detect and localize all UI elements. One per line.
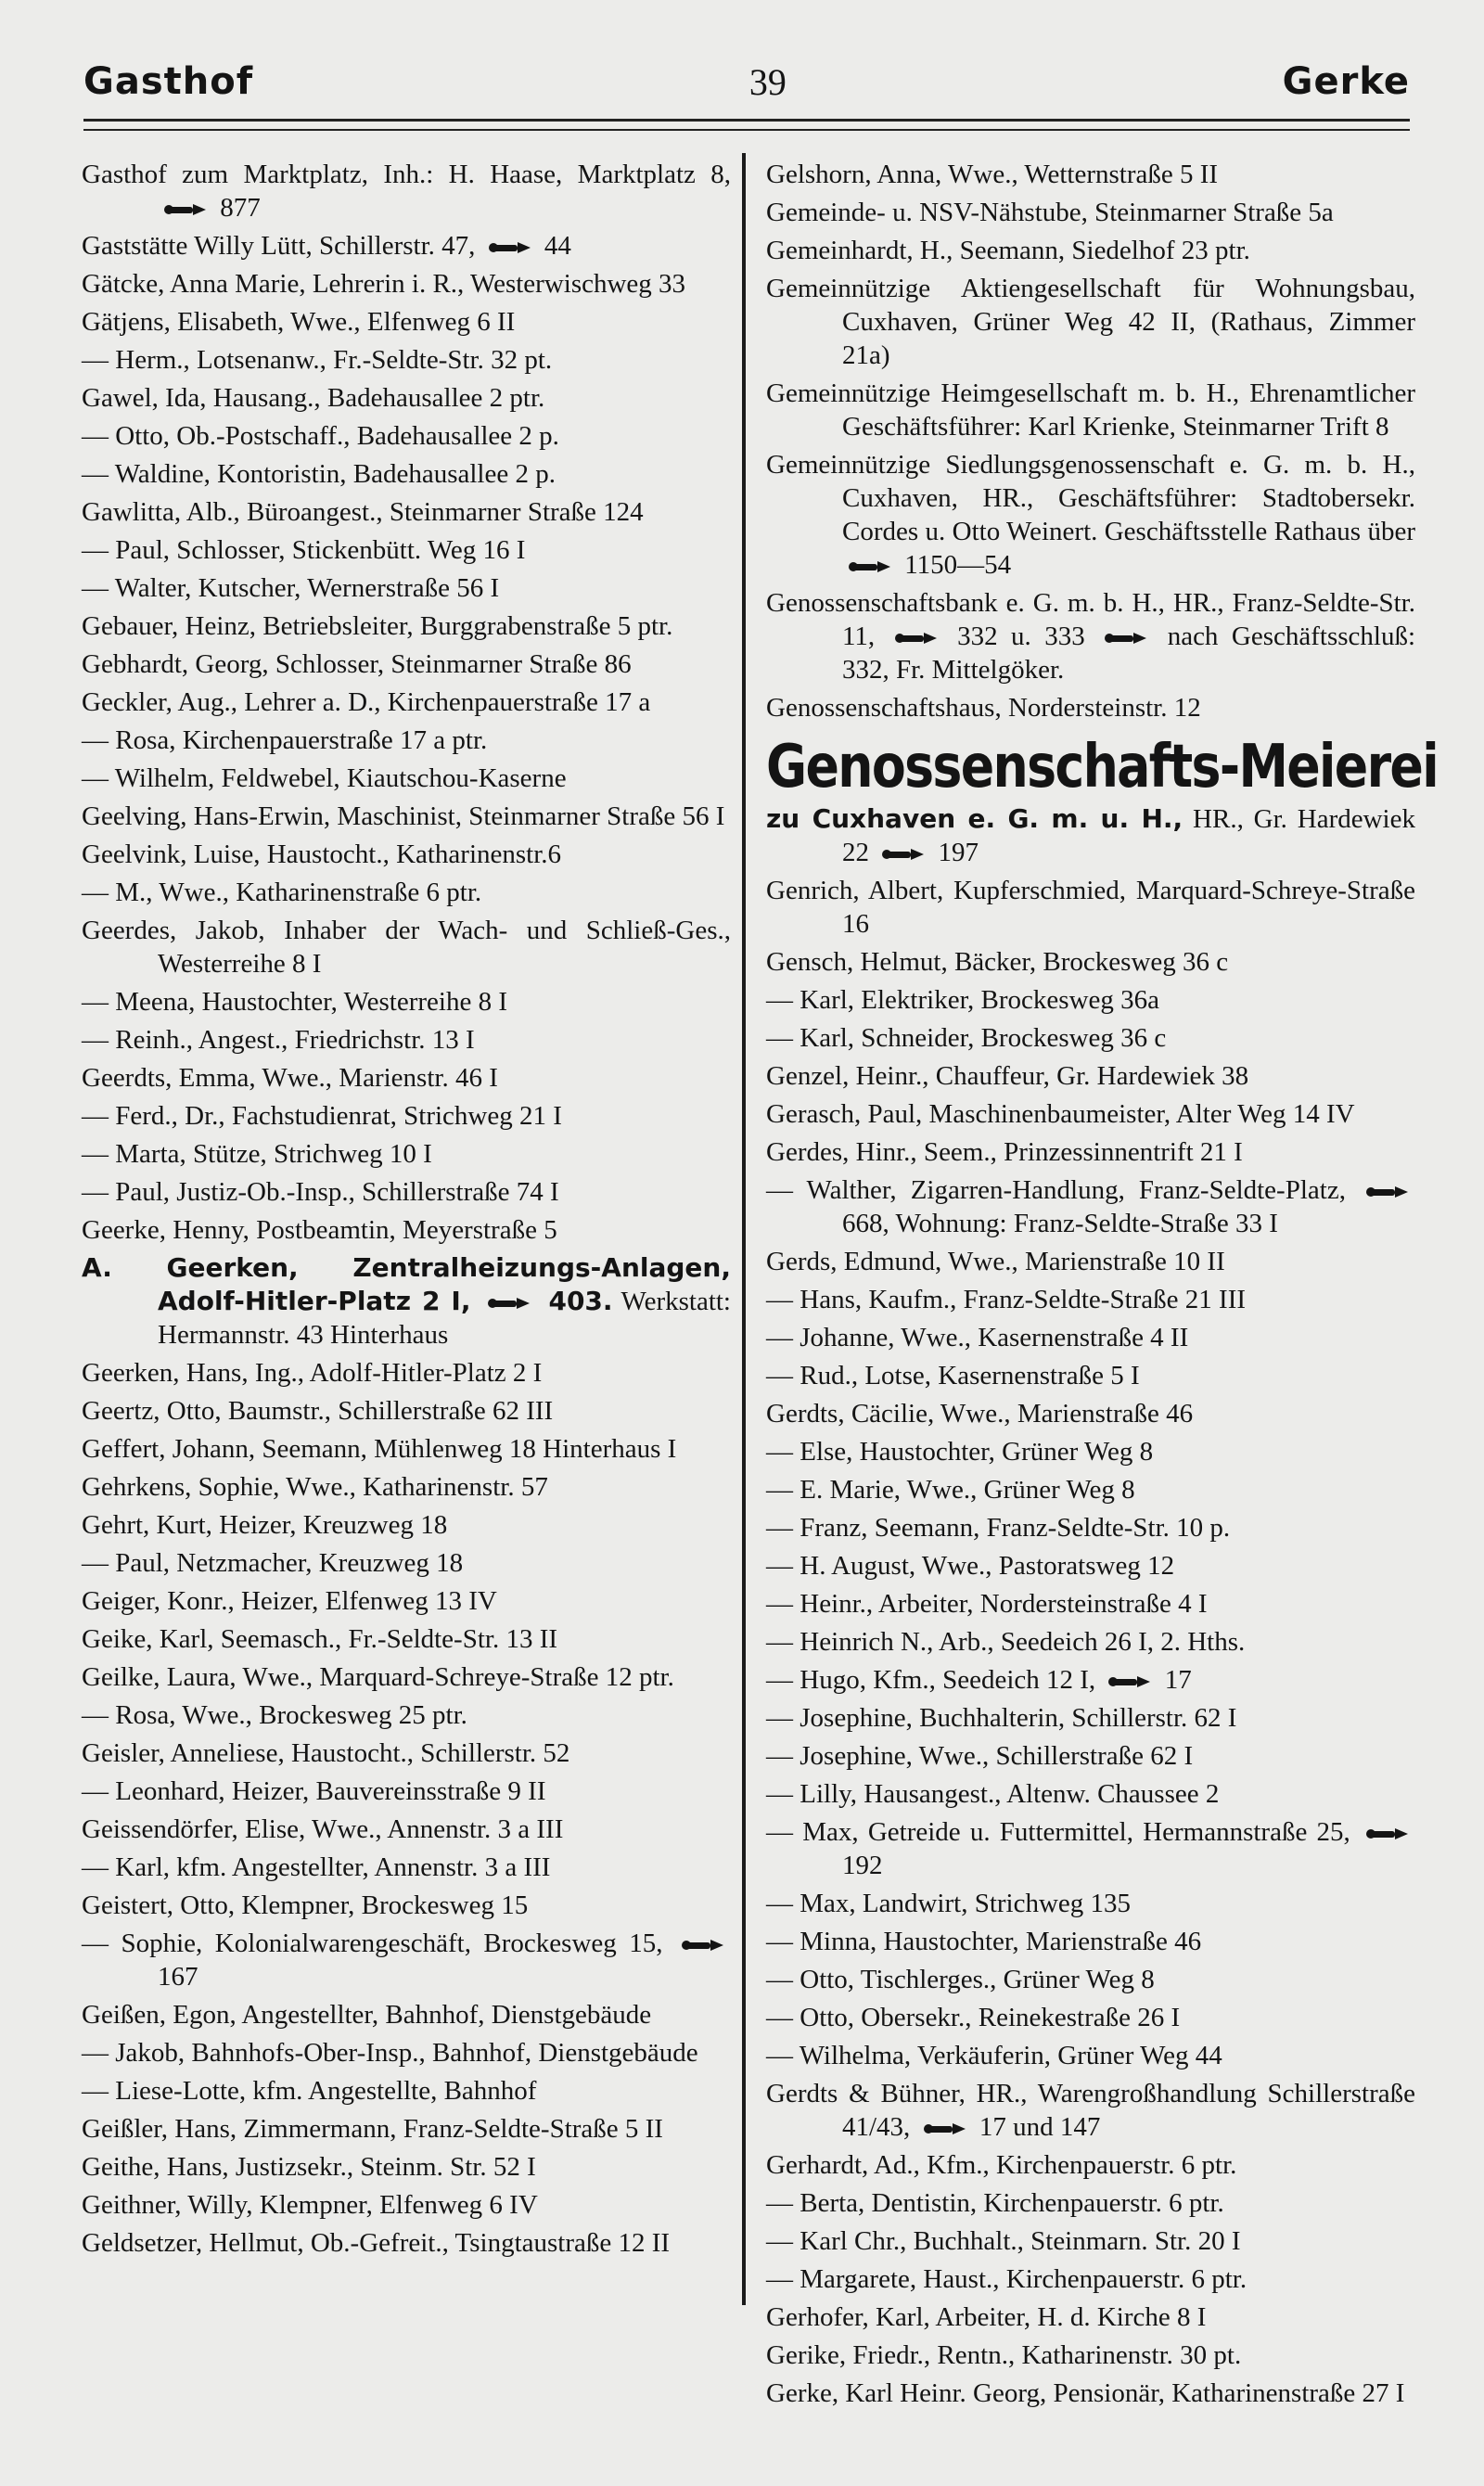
entry-text: Geilke, Laura, Wwe., Marquard-Schreye-Straße 12 ptr. [82, 1662, 674, 1692]
directory-entry [766, 1283, 1415, 1316]
entry-text: Geistert, Otto, Klempner, Brockesweg 15 [82, 1890, 529, 1920]
directory-entry [766, 1963, 1415, 1996]
entry-text: — Otto, Ob.-Postschaff., Badehausallee 2 p. [82, 421, 559, 451]
entry-text: — E. Marie, Wwe., Grüner Weg 8 [766, 1475, 1135, 1505]
telephone-handset-icon [848, 557, 892, 577]
entry-text: — Meena, Haustochter, Westerreihe 8 I [82, 987, 507, 1017]
directory-entry [82, 1736, 731, 1770]
entry-text: Geithe, Hans, Justizsekr., Steinm. Str. 52 I [82, 2152, 536, 2182]
directory-entry [766, 1021, 1415, 1055]
directory-entry [82, 1622, 731, 1656]
directory-entry [766, 2077, 1415, 2144]
directory-entry [82, 876, 731, 909]
header-right-word: Gerke [1282, 60, 1410, 103]
entry-text: — Max, Landwirt, Strichweg 135 [766, 1889, 1132, 1918]
directory-entry [766, 2339, 1415, 2372]
directory-entry [82, 1775, 731, 1808]
directory-entry [82, 457, 731, 491]
entry-text: — Franz, Seemann, Franz-Seldte-Str. 10 p. [766, 1513, 1231, 1543]
entry-text: — Rosa, Kirchenpauerstraße 17 a ptr. [82, 725, 488, 755]
directory-entry [82, 800, 731, 833]
directory-entry [766, 1135, 1415, 1169]
entry-text: — Josephine, Buchhalterin, Schillerstr. 62 I [766, 1703, 1237, 1733]
entry-text: — Karl, kfm. Angestellter, Annenstr. 3 a III [82, 1852, 551, 1882]
telephone-handset-icon [1365, 1824, 1410, 1844]
entry-text: Gebhardt, Georg, Schlosser, Steinmarner Straße 86 [82, 649, 632, 679]
telephone-handset-icon [487, 1293, 531, 1313]
entry-text: Gemeinhardt, H., Seemann, Siedelhof 23 ptr. [766, 236, 1250, 265]
meierei-sub-text: HR., Gr. Hardewiek 22 [842, 804, 1415, 867]
directory-entry [82, 2150, 731, 2184]
directory-entry [766, 2300, 1415, 2334]
entry-text: Genossenschaftshaus, Nordersteinstr. 12 [766, 693, 1201, 723]
entry-text: — Heinr., Arbeiter, Nordersteinstraße 4 I [766, 1589, 1208, 1619]
directory-entry [766, 691, 1415, 724]
directory-entry [766, 1663, 1415, 1697]
entry-text: — Max, Getreide u. Futtermittel, Hermannstraße 25, [766, 1817, 1360, 1847]
entry-text: Geerken, Hans, Ing., Adolf-Hitler-Platz 2 I [82, 1358, 543, 1388]
directory-entry [82, 1889, 731, 1922]
entry-text: — Karl Chr., Buchhalt., Steinmarn. Str. 20 I [766, 2226, 1241, 2256]
entry-text: — Walter, Kutscher, Wernerstraße 56 I [82, 573, 500, 603]
directory-entry [766, 1173, 1415, 1240]
telephone-handset-icon [1107, 1672, 1152, 1692]
directory-entry [766, 1925, 1415, 1958]
directory-entry [766, 1473, 1415, 1506]
entry-text: — Walther, Zigarren-Handlung, Franz-Seldte-Platz, [766, 1175, 1360, 1205]
entry-text: — Berta, Dentistin, Kirchenpauerstr. 6 ptr. [766, 2188, 1224, 2218]
entry-text: Geerke, Henny, Postbeamtin, Meyerstraße 5 [82, 1215, 557, 1245]
directory-entry [82, 1356, 731, 1390]
entry-text: 1150—54 [898, 550, 1012, 580]
entry-text: Geiger, Konr., Heizer, Elfenweg 13 IV [82, 1586, 497, 1616]
entry-bold-text: A. Geerken, Zentralheizungs-Anlagen, Adolf-Hitler-Platz 2 I, [82, 1252, 731, 1316]
entry-text: — Otto, Tischlerges., Grüner Weg 8 [766, 1965, 1155, 1994]
directory-entry [82, 1137, 731, 1171]
directory-entry [766, 1321, 1415, 1354]
entry-text: — Margarete, Haust., Kirchenpauerstr. 6 ptr. [766, 2264, 1247, 2294]
entry-text: Gehrkens, Sophie, Wwe., Katharinenstr. 57 [82, 1472, 548, 1502]
directory-entry [766, 1815, 1415, 1882]
directory-entry [82, 1698, 731, 1732]
directory-entry [82, 686, 731, 719]
entry-text: Gemeinnützige Siedlungsgenossenschaft e. G. m. b. H., Cuxhaven, HR., Geschäftsführer: Stadtobersekr. Cordes u. Otto Weinert. Geschäftsstelle Rathaus über [766, 450, 1415, 546]
telephone-handset-icon [923, 2119, 967, 2139]
directory-entry [82, 1660, 731, 1694]
entry-text: Geldsetzer, Hellmut, Ob.-Gefreit., Tsingtaustraße 12 II [82, 2228, 671, 2258]
directory-entry [766, 2377, 1415, 2410]
directory-entry [82, 2074, 731, 2108]
entry-text: nach Geschäftsschluß: 332, Fr. Mittelgöker. [842, 622, 1416, 685]
entry-text: — Heinrich N., Arb., Seedeich 26 I, 2. Hths. [766, 1627, 1246, 1657]
entry-text: Gensch, Helmut, Bäcker, Brockesweg 36 c [766, 947, 1229, 977]
entry-text: — Waldine, Kontoristin, Badehausallee 2 p. [82, 459, 556, 489]
entry-text: Gerds, Edmund, Wwe., Marienstraße 10 II [766, 1247, 1225, 1276]
directory-entry [766, 1777, 1415, 1811]
entry-text: Gerdts, Cäcilie, Wwe., Marienstraße 46 [766, 1399, 1194, 1429]
entry-text: — Johanne, Wwe., Kasernenstraße 4 II [766, 1323, 1189, 1352]
directory-entry [82, 419, 731, 453]
entry-text: — Josephine, Wwe., Schillerstraße 62 I [766, 1741, 1194, 1771]
telephone-handset-icon [894, 628, 939, 648]
entry-text: Geike, Karl, Seemasch., Fr.-Seldte-Str. 13 II [82, 1624, 558, 1654]
entry-text: — Rud., Lotse, Kasernenstraße 5 I [766, 1361, 1140, 1390]
meierei-sub-bold: zu Cuxhaven e. G. m. u. H., [766, 803, 1183, 834]
directory-entry [82, 1546, 731, 1580]
directory-entry [82, 914, 731, 980]
entry-text: Gerike, Friedr., Rentn., Katharinenstr. 30 pt. [766, 2340, 1242, 2370]
directory-entry [82, 495, 731, 529]
directory-entry [82, 1584, 731, 1618]
directory-entry [766, 983, 1415, 1017]
directory-entry [82, 1023, 731, 1057]
directory-entry [766, 1739, 1415, 1773]
entry-text: — Reinh., Angest., Friedrichstr. 13 I [82, 1025, 475, 1055]
entry-text: Gawel, Ida, Hausang., Badehausallee 2 ptr. [82, 383, 545, 413]
directory-entry [766, 158, 1415, 191]
directory-entry [766, 1587, 1415, 1621]
directory-entry [766, 1701, 1415, 1735]
telephone-handset-icon [881, 844, 926, 865]
entry-text: Gerdes, Hinr., Seem., Prinzessinnentrift 21 I [766, 1137, 1243, 1167]
entry-text: Gätjens, Elisabeth, Wwe., Elfenweg 6 II [82, 307, 516, 337]
entry-text: — Minna, Haustochter, Marienstraße 46 [766, 1927, 1202, 1956]
entry-text: Gerdts & Bühner, HR., Warengroßhandlung Schillerstraße 41/43, [766, 2079, 1415, 2142]
entry-text: — Paul, Justiz-Ob.-Insp., Schillerstraße 74 I [82, 1177, 559, 1207]
entry-text: — Wilhelm, Feldwebel, Kiautschou-Kaserne [82, 763, 567, 793]
entry-text: Genrich, Albert, Kupferschmied, Marquard-Schreye-Straße 16 [766, 876, 1415, 939]
telephone-handset-icon [488, 237, 532, 258]
entry-text: Gehrt, Kurt, Heizer, Kreuzweg 18 [82, 1510, 448, 1540]
directory-entry [82, 1927, 731, 1993]
directory-entry [82, 1394, 731, 1428]
telephone-handset-icon [1104, 628, 1148, 648]
entry-text: — Marta, Stütze, Strichweg 10 I [82, 1139, 432, 1169]
directory-entry [82, 1470, 731, 1504]
directory-entry [82, 724, 731, 757]
directory-entry [766, 1549, 1415, 1583]
entry-text: Gerhofer, Karl, Arbeiter, H. d. Kirche 8 I [766, 2302, 1207, 2332]
entry-text: Geffert, Johann, Seemann, Mühlenweg 18 Hinterhaus I [82, 1434, 677, 1464]
directory-entry [82, 609, 731, 643]
directory-entry [82, 1251, 731, 1352]
entry-text: — Hugo, Kfm., Seedeich 12 I, [766, 1665, 1103, 1695]
entry-text: — Herm., Lotsenanw., Fr.-Seldte-Str. 32 pt. [82, 345, 553, 375]
directory-entry [82, 533, 731, 567]
entry-text: Geerdes, Jakob, Inhaber der Wach- und Schließ-Ges., Westerreihe 8 I [82, 916, 731, 979]
directory-entry [82, 1432, 731, 1466]
directory-entry [766, 1887, 1415, 1920]
directory-entry [82, 985, 731, 1019]
entry-text: — Wilhelma, Verkäuferin, Grüner Weg 44 [766, 2041, 1222, 2070]
directory-entry [766, 1059, 1415, 1093]
directory-entry [766, 272, 1415, 372]
directory-entry [82, 1998, 731, 2031]
directory-entry [766, 586, 1415, 686]
entry-text: Gawlitta, Alb., Büroangest., Steinmarner Straße 124 [82, 497, 644, 527]
entry-text: — M., Wwe., Katharinenstraße 6 ptr. [82, 878, 482, 907]
entry-text: Geerdts, Emma, Wwe., Marienstr. 46 I [82, 1063, 498, 1093]
directory-entry [82, 305, 731, 339]
directory-entry [82, 381, 731, 415]
entry-text: — Paul, Schlosser, Stickenbütt. Weg 16 I [82, 535, 526, 565]
directory-entry [766, 377, 1415, 443]
meierei-phone-number: 197 [931, 838, 979, 867]
directory-entry [766, 1245, 1415, 1278]
directory-entry [766, 448, 1415, 582]
right-column [766, 158, 1438, 2415]
entry-text: Geelving, Hans-Erwin, Maschinist, Steinmarner Straße 56 I [82, 801, 725, 831]
directory-entry [766, 2224, 1415, 2258]
directory-entry [82, 1813, 731, 1846]
entry-text: — Lilly, Hausangest., Altenw. Chaussee 2 [766, 1779, 1220, 1809]
entry-text: 332 u. 333 [943, 622, 1099, 651]
entry-text: — Jakob, Bahnhofs-Ober-Insp., Bahnhof, Dienstgebäude [82, 2038, 698, 2068]
directory-entry [82, 838, 731, 871]
header-left-word: Gasthof [83, 60, 254, 103]
entry-text: — Otto, Obersekr., Reinekestraße 26 I [766, 2003, 1181, 2032]
directory-entry [82, 647, 731, 681]
directory-entry [82, 267, 731, 301]
entry-text: Geißler, Hans, Zimmermann, Franz-Seldte-Straße 5 II [82, 2114, 663, 2144]
directory-entry [82, 1175, 731, 1209]
header-rule-thin [83, 129, 1410, 131]
directory-entry [82, 158, 731, 224]
meierei-title: Genossenschafts-Meierei [766, 733, 1438, 801]
entry-text: 17 und 147 [972, 2112, 1101, 2142]
directory-entry [766, 1625, 1415, 1659]
directory-entry [766, 1397, 1415, 1430]
directory-entry [766, 2148, 1415, 2182]
entry-text: Geisler, Anneliese, Haustocht., Schillerstr. 52 [82, 1738, 570, 1768]
directory-entry [82, 2112, 731, 2146]
entry-text: Gerhardt, Ad., Kfm., Kirchenpauerstr. 6 ptr. [766, 2150, 1237, 2180]
telephone-handset-icon [163, 199, 208, 220]
entry-bold-text: 403. [537, 1286, 613, 1316]
directory-entry [766, 1511, 1415, 1544]
directory-entry [766, 2001, 1415, 2034]
telephone-handset-icon [1365, 1182, 1410, 1202]
directory-entry [82, 2188, 731, 2222]
directory-entry [82, 229, 731, 263]
entry-text: Gätcke, Anna Marie, Lehrerin i. R., Westerwischweg 33 [82, 269, 686, 299]
directory-entry [766, 874, 1415, 941]
entry-text: Gerasch, Paul, Maschinenbaumeister, Alter Weg 14 IV [766, 1099, 1355, 1129]
directory-entry [82, 1851, 731, 1884]
entry-text: 877 [213, 193, 261, 223]
entry-text: — Karl, Elektriker, Brockesweg 36a [766, 985, 1160, 1015]
directory-entry [82, 2226, 731, 2260]
running-header [83, 54, 1410, 109]
entry-text: Genossenschaftsbank e. G. m. b. H., HR., Franz-Seldte-Str. 11, [766, 588, 1415, 651]
directory-entry [82, 571, 731, 605]
entry-text: — Sophie, Kolonialwarengeschäft, Brockesweg 15, [82, 1929, 675, 1958]
entry-text: Gerke, Karl Heinr. Georg, Pensionär, Katharinenstraße 27 I [766, 2378, 1405, 2408]
directory-entry [766, 945, 1415, 979]
entry-text: — Ferd., Dr., Fachstudienrat, Strichweg 21 I [82, 1101, 562, 1131]
meierei-subline [766, 802, 1415, 869]
directory-entry [82, 1061, 731, 1095]
entry-text: 192 [842, 1851, 883, 1880]
entry-text: Genzel, Heinr., Chauffeur, Gr. Hardewiek 38 [766, 1061, 1249, 1091]
entry-text: — H. August, Wwe., Pastoratsweg 12 [766, 1551, 1175, 1581]
entry-text: Geelvink, Luise, Haustocht., Katharinenstr.6 [82, 839, 562, 869]
directory-entry [766, 2186, 1415, 2220]
directory-entry [766, 234, 1415, 267]
entry-text: Gasthof zum Marktplatz, Inh.: H. Haase, Marktplatz 8, [82, 160, 731, 189]
entry-text: — Rosa, Wwe., Brockesweg 25 ptr. [82, 1700, 467, 1730]
entry-text: Geithner, Willy, Klempner, Elfenweg 6 IV [82, 2190, 538, 2220]
directory-entry [82, 2036, 731, 2070]
directory-entry [82, 1099, 731, 1133]
directory-entry [82, 1213, 731, 1247]
entry-text: Gemeinnützige Aktiengesellschaft für Wohnungsbau, Cuxhaven, Grüner Weg 42 II, (Rathaus, Zimmer 21a) [766, 274, 1415, 370]
directory-entry [766, 1359, 1415, 1392]
entry-text: 44 [537, 231, 571, 261]
entry-text: — Hans, Kaufm., Franz-Seldte-Straße 21 III [766, 1285, 1247, 1314]
directory-entry [82, 1508, 731, 1542]
directory-entry [766, 2039, 1415, 2072]
left-column [82, 158, 731, 2264]
entry-text: — Paul, Netzmacher, Kreuzweg 18 [82, 1548, 464, 1578]
header-rule-thick [83, 119, 1410, 122]
entry-text: 668, Wohnung: Franz-Seldte-Straße 33 I [842, 1209, 1278, 1238]
entry-text: — Liese-Lotte, kfm. Angestellte, Bahnhof [82, 2076, 537, 2106]
entry-text: Gemeinde- u. NSV-Nähstube, Steinmarner Straße 5a [766, 198, 1334, 227]
telephone-handset-icon [681, 1935, 725, 1955]
entry-text: Geißen, Egon, Angestellter, Bahnhof, Dienstgebäude [82, 2000, 652, 2030]
entry-text: Geissendörfer, Elise, Wwe., Annenstr. 3 a III [82, 1814, 564, 1844]
directory-entry [766, 2262, 1415, 2296]
entry-text: 17 [1158, 1665, 1192, 1695]
page-number: 39 [748, 60, 787, 103]
entry-text: Gaststätte Willy Lütt, Schillerstr. 47, [82, 231, 482, 261]
entry-text: — Else, Haustochter, Grüner Weg 8 [766, 1437, 1154, 1467]
entry-text: — Leonhard, Heizer, Bauvereinsstraße 9 II [82, 1776, 546, 1806]
directory-entry [82, 762, 731, 795]
entry-text: Geckler, Aug., Lehrer a. D., Kirchenpauerstraße 17 a [82, 687, 651, 717]
entry-text: Geertz, Otto, Baumstr., Schillerstraße 62 III [82, 1396, 554, 1426]
directory-entry [766, 1435, 1415, 1468]
entry-text: Gebauer, Heinz, Betriebsleiter, Burggrabenstraße 5 ptr. [82, 611, 673, 641]
entry-text: Gemeinnützige Heimgesellschaft m. b. H., Ehrenamtlicher Geschäftsführer: Karl Krienke, Steinmarner Trift 8 [766, 378, 1415, 442]
entry-text: Werkstatt: Hermannstr. 43 Hinterhaus [158, 1287, 731, 1350]
directory-entry [766, 1097, 1415, 1131]
entry-text: — Karl, Schneider, Brockesweg 36 c [766, 1023, 1167, 1053]
directory-entry [82, 343, 731, 377]
directory-entry [766, 196, 1415, 229]
column-divider [742, 153, 746, 2305]
entry-text: Gelshorn, Anna, Wwe., Wetternstraße 5 II [766, 160, 1219, 189]
entry-text: 167 [158, 1962, 198, 1992]
